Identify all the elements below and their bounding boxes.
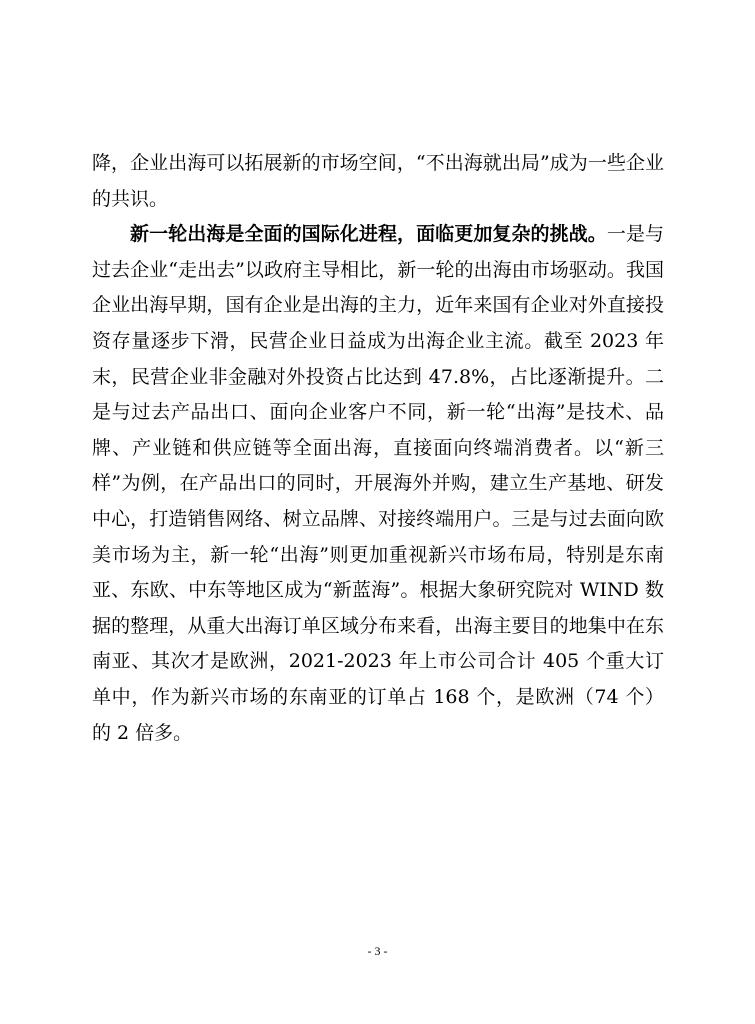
paragraph-2-text: 一是与过去企业“走出去”以政府主导相比，新一轮的出海由市场驱动。我国企业出海早期，国有企业是出海的主力，近年来国有企业对外直接投资存量逐步下滑，民营企业日益成为出海企业主流。截至 2023 年末，民营企业非金融对外投资占比达到 47.8%，占比逐渐提升。二是与过去产品出口、面向企业客户不同，新一轮“出海”是技术、品牌、产业链和供应链等全面出海，直接面向终端消费者。以“新三样”为例，在产品出口的同时，开展海外并购，建立生产基地、研发中心，打造销售网络、树立品牌、对接终端用户。三是与过去面向欧美市场为主，新一轮“出海”则更加重视新兴市场布局，特别是东南亚、东欧、中东等地区成为“新蓝海”。根据大象研究院对 WIND 数据的整理，从重大出海订单区域分布来看，出海主要目的地集中在东南亚、其次才是欧洲，2021-2023 年上市公司合计 405 个重大订单中，作为新兴市场的东南亚的订单占 168 个，是欧洲（74 个）的 2 倍多。	[92, 223, 664, 744]
paragraph-continuation	[92, 146, 664, 217]
body-text	[92, 146, 664, 751]
paragraph-2-lead: 新一轮出海是全面的国际化进程，面临更加复杂的挑战。	[130, 223, 607, 246]
paragraph-main	[92, 217, 664, 751]
page-number: - 3 -	[367, 944, 388, 958]
paragraph-1-text: 降，企业出海可以拓展新的市场空间，“不出海就出局”成为一些企业的共识。	[92, 152, 664, 210]
